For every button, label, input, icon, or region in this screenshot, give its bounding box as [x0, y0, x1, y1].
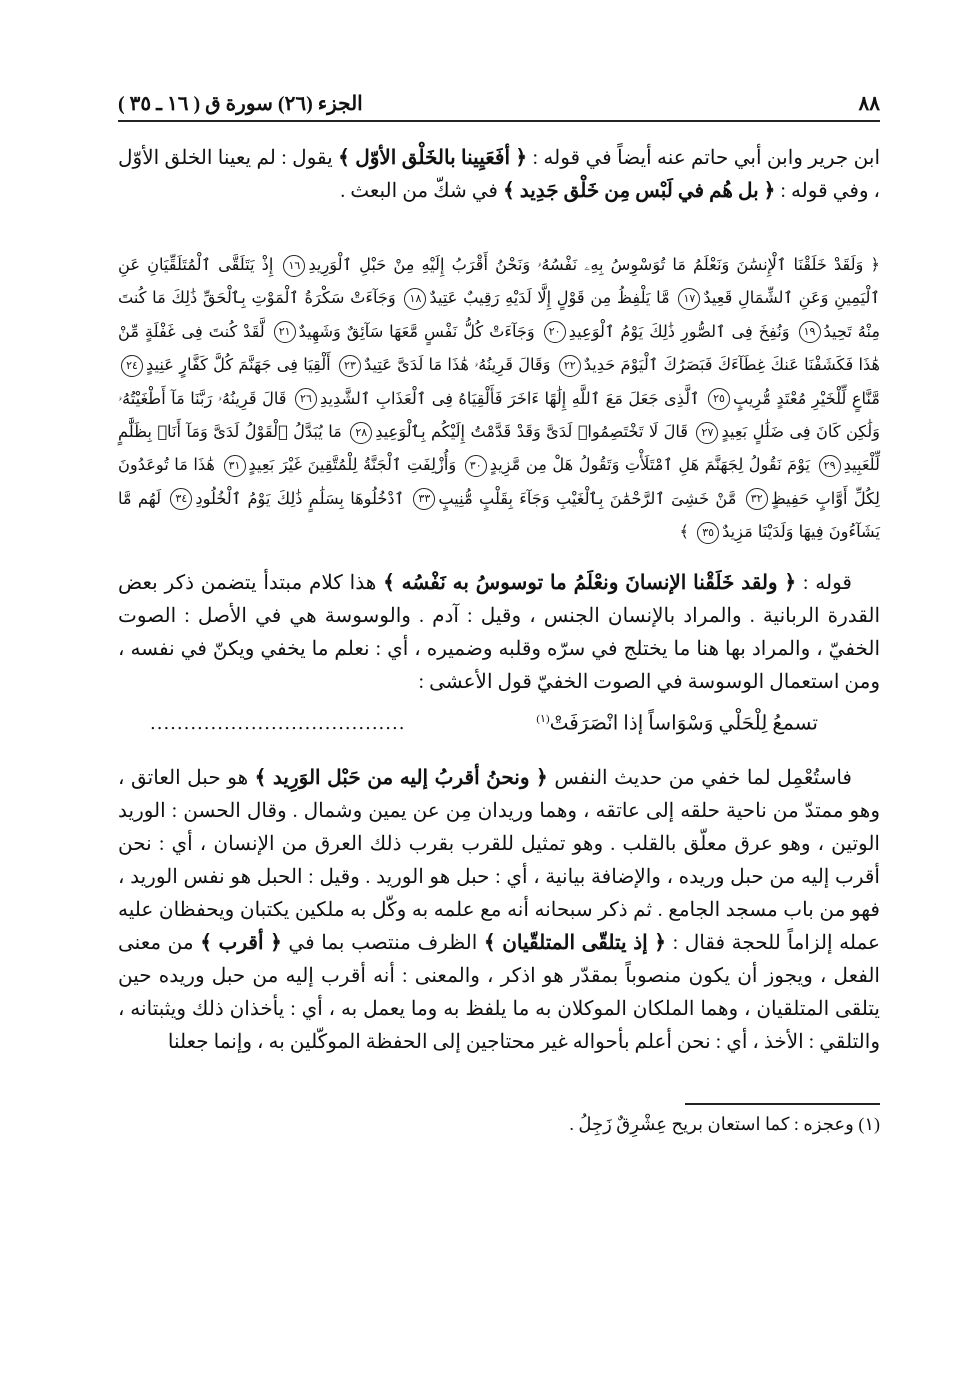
text-segment: هو حبل العاتق ، وهو ممتدّ من ناحية حلقه إلى عاتقه ، وهما وريدان مِن عن يمين وشمال . وقال الحسن : الوريد الوتين ، وهو عرق معلّق بالقلب . وهو تمثيل للقرب بقرب ذلك العرق من الإنسان ، أي : نحن أقرب إليه من حبل وريده ، والإضافة بيانية ، أي : حبل هو الوريد . وقيل : الحبل هو نفس الوريد ، فهو من باب مسجد الجامع . ثم ذكر سبحانه أنه مع علمه به وكّل به ملكين يكتبان ويحفظان عليه عمله إلزاماً للحجة فقال : — [118, 767, 880, 955]
ornate-open-bracket: ﴿ — [870, 255, 880, 274]
text-segment: ابن جرير وابن أبي حاتم عنه أيضاً في قوله : — [527, 147, 881, 169]
verse-text: مَا يُبَدَّلُ ٱلْقَوْلُ لَدَىَّ وَمَآ أَنَا۠ بِظَلَّٰمٍ لِّلْعَبِيدِ — [118, 422, 880, 475]
text-segment: هذا كلام مبتدأ يتضمن ذكر بعض القدرة الربانية . والمراد بالإنسان الجنس ، وقيل : آدم . والوسوسة هي في الأصل : الصوت الخفيّ ، والمراد بها هنا ما يختلج في سرّه وقلبه وضميره ، أي : نعلم ما يخفي ويكنّ في نفسه ، ومن استعمال الوسوسة في الصوت الخفيّ قول الأعشى : — [118, 571, 880, 693]
text-segment: الظرف منتصب بما في — [281, 932, 484, 955]
footnote-rule — [685, 1103, 880, 1105]
verse-text: وَنُفِخَ فِى ٱلصُّورِ ذَٰلِكَ يَوْمُ ٱلْوَعِيدِ — [568, 321, 790, 341]
quran-quote: ﴿ أفَعَيِينا بالخَلْق الأوّل ﴾ — [338, 147, 528, 169]
quran-quote: ﴿ ولقد خَلَقْنا الإنسانَ ونعْلَمُ ما توسوسُ به نَفْسُه ﴾ — [383, 571, 797, 594]
verse-number: ٢٤ — [121, 355, 143, 377]
quran-quote: ﴿ أقرب ﴾ — [200, 932, 282, 955]
verse-text: قَالَ لَا تَخْتَصِمُوا۟ لَدَىَّ وَقَدْ قَدَّمْتُ إِلَيْكُم بِٱلْوَعِيدِ — [375, 422, 689, 442]
ornate-close-bracket: ﴾ — [679, 522, 690, 542]
text-segment: فاستُعْمِل لما خفي من حديث النفس — [547, 767, 852, 790]
verse-number: ١٦ — [283, 255, 305, 277]
verse-text: ٱدْخُلُوهَا بِسَلَٰمٍ ذَٰلِكَ يَوْمُ ٱلْخُلُودِ — [195, 488, 405, 508]
book-page — [118, 0, 880, 1177]
verse-number: ٢٧ — [696, 422, 718, 444]
verse-text: وَلَقَدْ خَلَقْنَا ٱلْإِنسَٰنَ وَنَعْلَمُ مَا تُوَسْوِسُ بِهِۦ نَفْسُهُۥ وَنَحْنُ أَقْرَبُ إِلَيْهِ مِنْ حَبْلِ ٱلْوَرِيدِ — [308, 255, 864, 274]
verse-text: لَهُم مَّا يَشَآءُونَ فِيهَا وَلَدَيْنَا مَزِيدٌ — [118, 488, 880, 542]
header-rule — [118, 120, 880, 122]
quran-verses-block — [118, 248, 880, 549]
commentary-paragraph-2 — [118, 762, 880, 1059]
text-segment: في شكّ من البعث . — [340, 180, 503, 202]
verse-number: ٢٦ — [295, 388, 317, 410]
verse-number: ٢٥ — [708, 388, 730, 410]
verse-number: ٢٩ — [819, 455, 841, 477]
verse-text: مَّا يَلْفِظُ مِن قَوْلٍ إِلَّا لَدَيْهِ رَقِيبٌ عَتِيدٌ — [429, 288, 670, 308]
commentary-paragraph-1 — [118, 567, 880, 699]
verse-text: إِذْ يَتَلَقَّى ٱلْمُتَلَقِّيَانِ عَنِ ٱلْيَمِينِ وَعَنِ ٱلشِّمَالِ قَعِيدٌ — [118, 255, 880, 308]
running-title: الجزء (٢٦) سورة ق ( ١٦ ـ ٣٥ ) — [118, 93, 363, 115]
quran-quote: ﴿ ونحنُ أقربُ إليه من حَبْل الوَرِيد ﴾ — [254, 767, 548, 790]
poem-text: تسمعُ لِلْحَلْي وَسْوَاساً إذا انْصَرَفَتْ — [549, 712, 818, 735]
footnote: (١) وعجزه : كما استعان بريح عِشْرِقٌ زَجِلُ . — [569, 1114, 880, 1135]
text-segment: يقول : لم يعينا الخلق الأوّل ، وفي قوله : — [118, 147, 880, 202]
quran-quote: ﴿ بل هُم في لَبْس مِن خَلْق جَدِيد ﴾ — [502, 180, 776, 202]
poem-dots: ...................................... — [150, 713, 406, 735]
verse-number: ٣٥ — [697, 522, 719, 544]
verse-number: ١٩ — [799, 321, 821, 343]
verse-text: أَلْقِيَا فِى جَهَنَّمَ كُلَّ كَفَّارٍ عَنِيدٍ — [146, 355, 331, 375]
verse-text: يَوْمَ نَقُولُ لِجَهَنَّمَ هَلِ ٱمْتَلَأْتِ وَتَقُولُ هَلْ مِن مَّزِيدٍ — [489, 455, 811, 475]
verse-number: ٢٠ — [544, 321, 566, 343]
verse-text: قَالَ قَرِينُهُۥ رَبَّنَا مَآ أَطْغَيْتُهُۥ وَلَٰكِن كَانَ فِى ضَلَٰلٍ بَعِيدٍ — [118, 388, 880, 442]
verse-text: وَجَآءَتْ سَكْرَةُ ٱلْمَوْتِ بِٱلْحَقِّ ذَٰلِكَ مَا كُنتَ مِنْهُ تَحِيدُ — [118, 288, 880, 341]
verse-number: ١٧ — [678, 288, 700, 310]
page-number: ٨٨ — [858, 93, 880, 115]
quran-quote: ﴿ إذ يتلقّى المتلقّيان ﴾ — [483, 932, 666, 955]
verse-text: مَّنَّاعٍ لِّلْخَيْرِ مُعْتَدٍ مُّرِيبٍ — [733, 388, 880, 408]
verse-text: ٱلَّذِى جَعَلَ مَعَ ٱللَّهِ إِلَٰهًا ءَاخَرَ فَأَلْقِيَاهُ فِى ٱلْعَذَابِ ٱلشَّدِيدِ — [319, 388, 700, 408]
verse-number: ٢٨ — [350, 422, 372, 444]
page-header — [118, 86, 880, 116]
verse-text: مَّنْ خَشِىَ ٱلرَّحْمَٰنَ بِٱلْغَيْبِ وَجَآءَ بِقَلْبٍ مُّنِيبٍ — [438, 488, 737, 508]
footnote-ref[interactable]: (١) — [536, 712, 550, 725]
verse-number: ٢١ — [274, 321, 296, 343]
text-segment: من معنى الفعل ، ويجوز أن يكون منصوباً بمقدّر هو اذكر ، والمعنى : أنه أقرب إليه من حبل وريده حين يتلقى المتلقيان ، وهما الملكان الموكلان به ما يلفظ به وما يعمل به ، أي : يأخذان ذلك ويثبتانه ، والتلقي : الأخذ ، أي : نحن أعلم بأحواله غير محتاجين إلى الحفظة الموكّلين به ، وإنما جعلنا — [118, 932, 880, 1054]
verse-number: ٢٣ — [339, 355, 361, 377]
verse-text: هَٰذَا مَا تُوعَدُونَ لِكُلِّ أَوَّابٍ حَفِيظٍ — [118, 455, 880, 508]
verse-text: وَأُزْلِفَتِ ٱلْجَنَّةُ لِلْمُتَّقِينَ غَيْرَ بَعِيدٍ — [248, 455, 457, 475]
verse-number: ٢٢ — [559, 355, 581, 377]
verse-text: لَّقَدْ كُنتَ فِى غَفْلَةٍ مِّنْ هَٰذَا فَكَشَفْنَا عَنكَ غِطَآءَكَ فَبَصَرُكَ ٱلْيَوْمَ حَدِيدٌ — [118, 321, 880, 375]
verse-number: ٣٢ — [746, 488, 768, 510]
verse-number: ١٨ — [404, 288, 426, 310]
poem-row — [150, 703, 818, 741]
verse-text: وَجَآءَتْ كُلُّ نَفْسٍ مَّعَهَا سَآئِقٌ وَشَهِيدٌ — [298, 321, 535, 341]
text-segment: قوله : — [796, 571, 852, 594]
verse-text: وَقَالَ قَرِينُهُۥ هَٰذَا مَا لَدَىَّ عَتِيدٌ — [363, 355, 551, 375]
verse-number: ٣٠ — [465, 455, 487, 477]
intro-paragraph — [118, 142, 880, 208]
poem-verse — [536, 703, 818, 741]
verse-number: ٣٣ — [413, 488, 435, 510]
verse-number: ٣٤ — [170, 488, 192, 510]
verse-number: ٣١ — [224, 455, 246, 477]
